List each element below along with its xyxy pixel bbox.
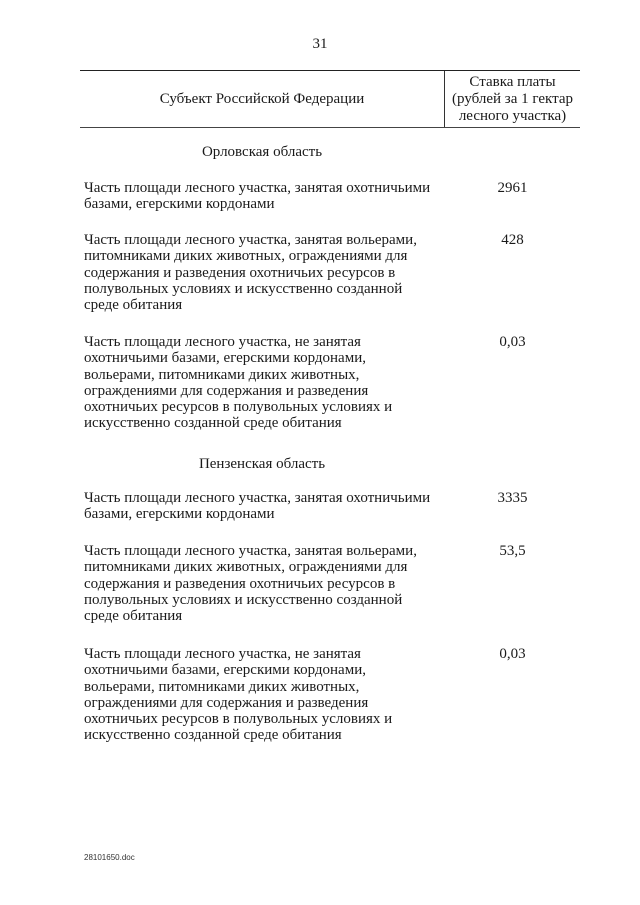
description-line: питомниками диких животных, ограждениями для xyxy=(84,248,408,265)
description-line: среде обитания xyxy=(84,608,183,625)
description-line: Часть площади лесного участка, не занятая xyxy=(84,334,361,350)
description-line: ограждениями для содержания и разведения xyxy=(84,382,369,399)
description-line: среде обитания xyxy=(84,297,183,314)
description-line: питомниками диких животных, ограждениями для xyxy=(84,559,408,576)
description-line: охотничьими базами, егерскими кордонами, xyxy=(84,662,366,679)
description-line: полувольных условиях и искусственно созданной xyxy=(84,591,403,608)
description-line: вольерами, питомниками диких животных, xyxy=(84,366,360,383)
description-line: базами, егерскими кордонами xyxy=(84,506,275,523)
header-rate-line: Ставка платы xyxy=(469,74,556,90)
description-line: Часть площади лесного участка, занятая охотничьими xyxy=(84,490,431,506)
description-line: Часть площади лесного участка, занятая вольерами, xyxy=(84,232,417,248)
rate-row-value: 428 xyxy=(501,232,524,248)
description-line: полувольных условиях и искусственно созданной xyxy=(84,280,403,297)
description-line: ограждениями для содержания и разведения xyxy=(84,694,369,711)
description-line: охотничьими базами, егерскими кордонами, xyxy=(84,350,366,367)
description-line: охотничьих ресурсов в полувольных условиях и xyxy=(84,711,393,728)
page-number: 31 xyxy=(312,36,328,52)
header-subject-column: Субъект Российской Федерации xyxy=(159,91,365,107)
description-line: содержания и разведения охотничьих ресурсов в xyxy=(84,264,396,281)
description-line: Часть площади лесного участка, занятая вольерами, xyxy=(84,543,417,559)
description-line: охотничьих ресурсов в полувольных условиях и xyxy=(84,399,393,416)
description-line: Часть площади лесного участка, не занятая xyxy=(84,646,361,662)
rate-row-value: 53,5 xyxy=(499,543,526,559)
header-rate-column xyxy=(445,74,580,125)
rate-row-description xyxy=(84,180,434,213)
rate-row-value: 2961 xyxy=(497,180,528,196)
rate-row-description xyxy=(84,490,434,523)
description-line: искусственно созданной среде обитания xyxy=(84,727,342,744)
rate-row-description xyxy=(84,543,434,624)
description-line: вольерами, питомниками диких животных, xyxy=(84,678,360,695)
table-header xyxy=(80,70,580,128)
description-line: базами, егерскими кордонами xyxy=(84,196,275,213)
rate-row-value: 0,03 xyxy=(499,646,526,662)
region-title: Орловская область xyxy=(201,144,323,160)
header-rate-line: (рублей за 1 гектар xyxy=(452,91,573,107)
footer-filename: 28101650.doc xyxy=(84,853,135,862)
rate-row-description xyxy=(84,232,434,313)
description-line: содержания и разведения охотничьих ресурсов в xyxy=(84,575,396,592)
region-title: Пензенская область xyxy=(198,456,326,472)
header-rate-line: лесного участка) xyxy=(458,108,567,124)
rate-row-description xyxy=(84,334,434,432)
description-line: Часть площади лесного участка, занятая охотничьими xyxy=(84,180,431,196)
rate-row-value: 3335 xyxy=(497,490,528,506)
rate-row-value: 0,03 xyxy=(499,334,526,350)
description-line: искусственно созданной среде обитания xyxy=(84,415,342,432)
rate-row-description xyxy=(84,646,434,744)
